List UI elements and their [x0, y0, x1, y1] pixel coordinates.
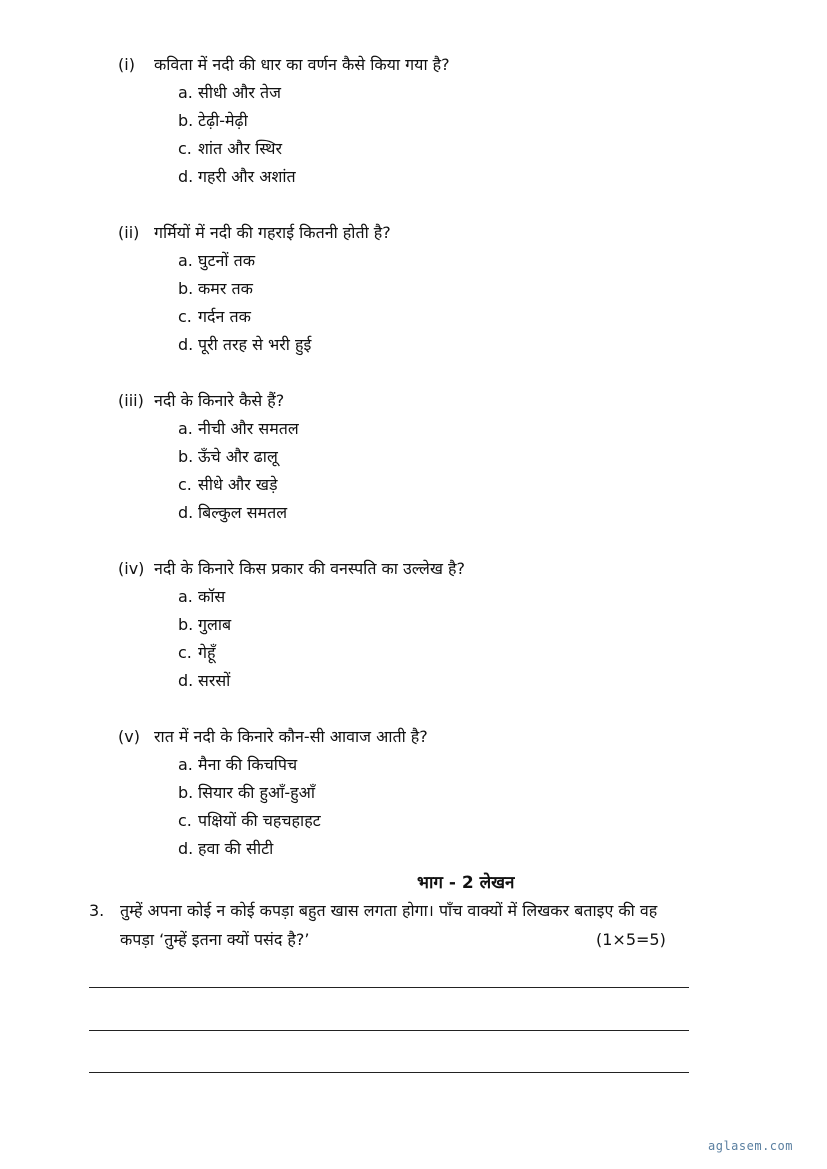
answer-line-1[interactable] [89, 987, 689, 988]
question3-marks: (1×5=5) [596, 930, 666, 949]
question-number: (ii) [118, 223, 140, 242]
answer-line-3[interactable] [89, 1072, 689, 1073]
answer-line-2[interactable] [89, 1030, 689, 1031]
question-number: (i) [118, 55, 135, 74]
question-4 [118, 559, 465, 579]
question-text: रात में नदी के किनारे कौन-सी आवाज आती है? [154, 727, 428, 746]
watermark: aglasem.com [708, 1139, 793, 1153]
option-4d: d. सरसों [178, 671, 231, 690]
question-2 [118, 223, 391, 243]
option-3a: a. नीची और समतल [178, 419, 299, 438]
option-5d: d. हवा की सीटी [178, 839, 274, 858]
option-3c: c. सीधे और खड़े [178, 475, 278, 494]
option-4b: b. गुलाब [178, 615, 232, 634]
option-1a: a. सीधी और तेज [178, 83, 282, 102]
option-5b: b. सियार की हुआँ-हुआँ [178, 783, 316, 802]
question-3 [118, 391, 284, 411]
option-3d: d. बिल्कुल समतल [178, 503, 288, 522]
option-4a: a. कॉस [178, 587, 226, 606]
option-1d: d. गहरी और अशांत [178, 167, 296, 186]
question3-number: 3. [89, 901, 105, 920]
question-number: (iii) [118, 391, 144, 410]
option-2d: d. पूरी तरह से भरी हुई [178, 335, 312, 354]
option-1c: c. शांत और स्थिर [178, 139, 283, 158]
option-1b: b. टेढ़ी-मेढ़ी [178, 111, 248, 130]
question-number: (iv) [118, 559, 145, 578]
option-4c: c. गेहूँ [178, 643, 216, 662]
option-3b: b. ऊँचे और ढालू [178, 447, 278, 466]
question3-text-line1: तुम्हें अपना कोई न कोई कपड़ा बहुत खास लगता होगा। पाँच वाक्यों में लिखकर बताइए की वह [120, 901, 658, 920]
option-5a: a. मैना की किचपिच [178, 755, 298, 774]
question-text: नदी के किनारे कैसे हैं? [154, 391, 285, 410]
question-text: कविता में नदी की धार का वर्णन कैसे किया गया है? [154, 55, 450, 74]
option-5c: c. पक्षियों की चहचहाहट [178, 811, 321, 830]
question-text: गर्मियों में नदी की गहराई कितनी होती है? [154, 223, 391, 242]
option-2b: b. कमर तक [178, 279, 253, 298]
question-1 [118, 55, 450, 75]
option-2c: c. गर्दन तक [178, 307, 251, 326]
option-2a: a. घुटनों तक [178, 251, 256, 270]
question3-text-line2: कपड़ा ‘तुम्हें इतना क्यों पसंद है?’ [120, 930, 310, 949]
question-number: (v) [118, 727, 140, 746]
question-text: नदी के किनारे किस प्रकार की वनस्पति का उल्लेख है? [154, 559, 466, 578]
section-heading: भाग - 2 लेखन [417, 873, 515, 893]
question-5 [118, 727, 428, 747]
